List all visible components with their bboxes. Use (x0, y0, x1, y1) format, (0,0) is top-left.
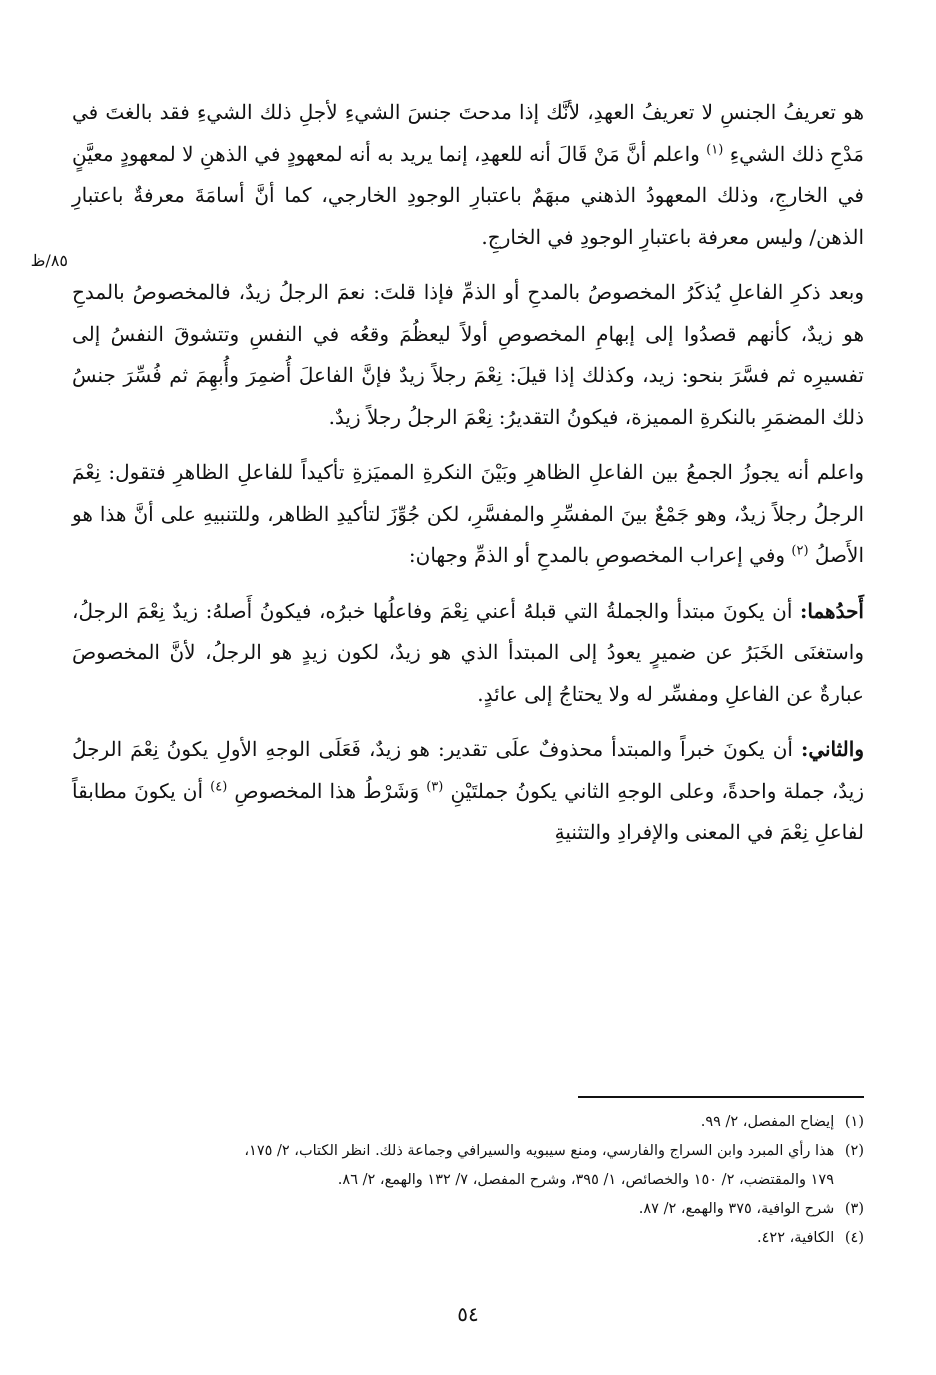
bold-term: أَحدُهما: (799, 598, 864, 623)
footnote-text: إيضاح المفصل، ٢/ ٩٩. (700, 1114, 835, 1130)
paragraph-text: أن يكونَ خبراً والمبتدأ محذوفٌ علَى تقدير: هو زيدٌ، فَعَلَى الوجهِ الأولِ يكونُ نِعْمَ الرجلُ زيدٌ، جملة واحدةً، وعلى الوجهِ الثاني يكونُ جملتَيْنِ (72, 737, 864, 803)
paragraph-text: وبعد ذكرِ الفاعلِ يُذكَرُ المخصوصُ بالمدحِ أو الذمِّ فإذا قلتَ: نعمَ الرجلُ زيدٌ، فالمخصوصُ بالمدحِ هو زيدٌ، كأنهم قصدُوا إلى إبهامِ المخصوصِ أولاً ليعظُمَ وقعُه في النفسِ وتتشوقَ النفسُ إلى تفسيرِه ثم فسَّرَ بنحو: زيد، وكذلك إذا قيلَ: نِعْمَ رجلاً زيدٌ فإنَّ الفاعلَ أُضمِرَ وأُبهِمَ ثم فُسِّرَ جنسُ ذلك المضمَرِ بالنكرةِ المميزة، فيكونُ التقديرُ: نِعْمَ الرجلُ رجلاً زيدٌ. (72, 280, 864, 429)
paragraph-text: واعلم أنه يجوزُ الجمعُ بين الفاعلِ الظاهرِ وبَيْنَ النكرةِ المميَزةِ تأكيداً للفاعلِ الظاهرِ فتقول: نِعْمَ الرجلُ رجلاً زيدٌ، وهو جَمْعٌ بينَ المفسِّرِ والمفسَّرِ، لكن جُوِّزَ لتأكيدِ الظاهر، وللتنبيهِ على أنَّ هذا هو الأَصلُ (72, 460, 864, 567)
footnote-text: الكافية، ٤٢٢. (757, 1230, 835, 1246)
footnote-ref[interactable]: (٣) (426, 778, 444, 794)
bold-term: والثاني: (800, 737, 864, 761)
paragraph-1 (72, 92, 864, 258)
paragraph-text: أن يكونَ مبتدأ والجملةُ التي قبلهُ أعني نِعْمَ وفاعلُها خبرُه، فيكونُ أَصلهُ: زيدٌ نِعْمَ الرجلُ، واستغنَى الخَبَرُ عن ضميرٍ يعودُ إلى المبتدأ الذي هو زيدٌ، لكون زيدٍ هو الرجلُ، لأنَّ المخصوصَ عبارةٌ عن الفاعلِ ومفسِّر له ولا يحتاجُ إلى عائدٍ. (72, 598, 864, 706)
paragraph-text: أن يكونَ مطابقاً لفاعلِ نِعْمَ في المعنى والإفرادِ والتثنيةِ (72, 778, 864, 844)
margin-folio-note: ٨٥/ظ (30, 251, 68, 270)
paragraph-3 (72, 452, 864, 577)
footnote-item (72, 1224, 864, 1253)
footnote-text: هذا رأي المبرد وابن السراج والفارسي، ومنع سيبويه والسيرافي وجماعة ذلك. انظر الكتاب، ٢/ ١٧٥، (244, 1143, 835, 1159)
page-number: ٥٤ (457, 1302, 479, 1326)
footnote-number: (٤) (844, 1230, 864, 1246)
footnote-item (72, 1137, 864, 1166)
paragraph-text: واعلم أنَّ مَنْ قَالَ أنه للعهدِ، إنما يريد به أنه لمعهودٍ في الذهنِ لا لمعهودٍ معيَّنٍ في الخارجِ، وذلك المعهودُ الذهني مبهَمٌ باعتبارِ الوجودِ الخارجي، كما أنَّ أسامَةَ معرفةٌ باعتبارِ الذهن/ وليس معرفة باعتبارِ الوجودِ في الخارجِ. (72, 141, 864, 249)
footnote-continuation: ١٧٩ والمقتضب، ٢/ ١٥٠ والخصائص، ١/ ٣٩٥، وشرح المفصل، ٧/ ١٣٢ والهمع، ٢/ ٨٦. (337, 1172, 834, 1188)
footnote-divider (578, 1096, 864, 1098)
main-text (72, 92, 864, 868)
paragraph-text: وَشَرْطُ هذا المخصوصِ (234, 778, 420, 803)
footnote-text: شرح الوافية، ٣٧٥ والهمع، ٢/ ٨٧. (638, 1201, 835, 1217)
footnotes (72, 1108, 864, 1253)
footnote-item (72, 1195, 864, 1224)
footnote-number: (١) (844, 1114, 864, 1130)
footnote-ref[interactable]: (١) (706, 141, 724, 157)
paragraph-text: هو تعريفُ الجنسِ لا تعريفُ العهدِ، لأنَّك إذا مدحتَ جنسَ الشيءِ لأجلِ ذلك الشيءِ فقد بالغتَ في مَدْحِ ذلك الشيءِ (72, 100, 865, 166)
paragraph-4 (72, 591, 864, 716)
paragraph-5 (72, 729, 864, 854)
footnote-ref[interactable]: (٤) (210, 778, 228, 794)
footnote-item (72, 1108, 864, 1137)
footnote-ref[interactable]: (٢) (791, 543, 809, 559)
paragraph-text: وفي إعراب المخصوصِ بالمدحِ أو الذمِّ وجهان: (408, 543, 786, 567)
paragraph-2 (72, 272, 864, 438)
footnote-number: (٣) (844, 1201, 864, 1217)
footnote-number: (٢) (844, 1143, 864, 1159)
